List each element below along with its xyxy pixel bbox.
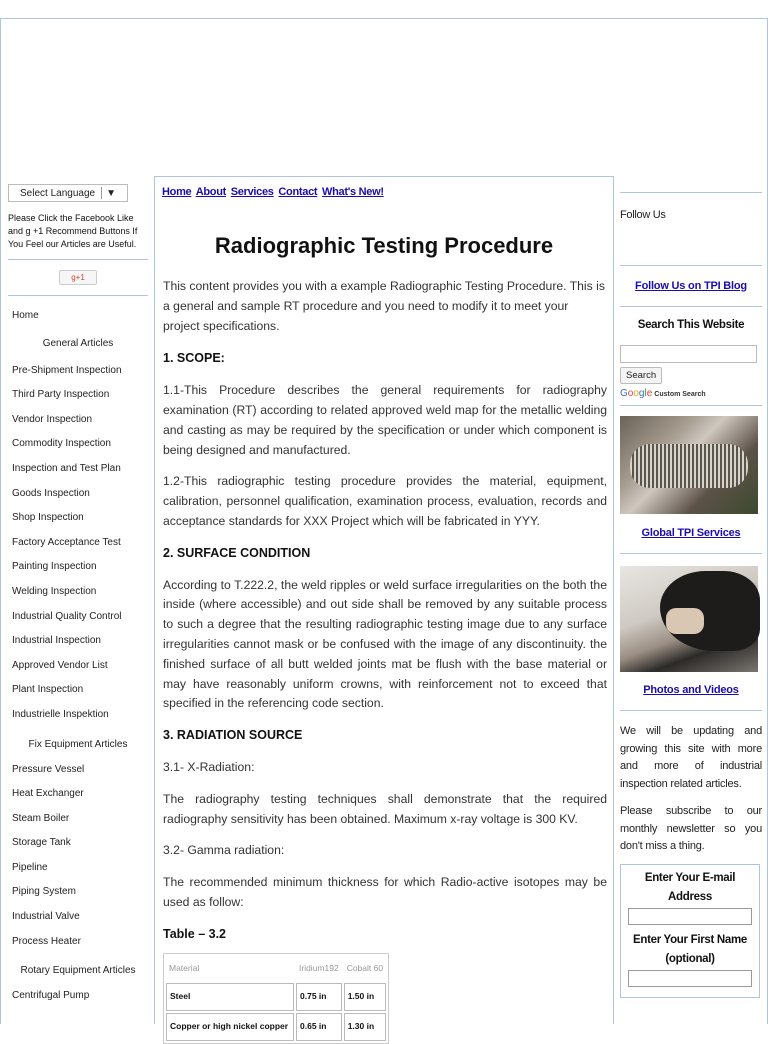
surface-paragraph: According to T.222.2, the weld ripples or weld surface irregularities on the both the inside (where accessible) and out side shall be removed by any suitable process to such a degree that the resulting radiographic testing image due to any surface irregularities cannot mask or be confused with the image of any discontinuity. the finished surface of all butt welded joints mat be flush with the base material or may have reasonably uniform crowns, with reinforcement not to exceed that specified in the referencing code section. xyxy=(163,577,607,711)
nav-item-inspection-test-plan[interactable]: Inspection and Test Plan xyxy=(12,462,121,474)
nav-item-industrielle-inspektion[interactable]: Industrielle Inspektion xyxy=(12,708,109,720)
isotope-table xyxy=(163,953,389,1044)
divider xyxy=(8,259,148,260)
nav-item-shop-inspection[interactable]: Shop Inspection xyxy=(12,512,84,524)
intro-paragraph: This content provides you with a example Radiographic Testing Procedure. This is a general and sample RT procedure and you need to modify it to meet your project specifications. xyxy=(163,279,605,333)
right-sidebar xyxy=(620,192,762,998)
surface-heading: 2. SURFACE CONDITION xyxy=(163,545,311,560)
divider xyxy=(620,306,762,307)
nav-item-piping-system[interactable]: Piping System xyxy=(12,886,76,898)
left-nav xyxy=(8,304,148,1009)
table-header-cell: Cobalt 60 xyxy=(346,962,384,973)
radiation-heading: 3. RADIATION SOURCE xyxy=(163,728,303,743)
nav-heading-general-articles: General Articles xyxy=(42,337,114,349)
nav-item-factory-acceptance-test[interactable]: Factory Acceptance Test xyxy=(12,536,121,548)
page-title: Radiographic Testing Procedure xyxy=(214,233,554,258)
table-cell: 1.30 in xyxy=(344,1013,386,1041)
photos-videos-link[interactable]: Photos and Videos xyxy=(643,684,739,696)
nav-item-steam-boiler[interactable]: Steam Boiler xyxy=(12,812,70,824)
facebook-note: Please Click the Facebook Like and g +1 Recommend Buttons If You Feel our Articles are Useful. xyxy=(8,213,138,249)
top-nav xyxy=(162,186,386,198)
nav-item-painting-inspection[interactable]: Painting Inspection xyxy=(12,561,97,573)
table-header-row xyxy=(166,956,386,982)
turbine-photo[interactable] xyxy=(620,416,758,514)
table-cell: 0.65 in xyxy=(296,1013,342,1041)
language-select-divider xyxy=(101,187,102,199)
email-field[interactable] xyxy=(628,908,752,925)
nav-link-contact[interactable]: Contact xyxy=(278,186,318,198)
nav-item-pre-shipment-inspection[interactable]: Pre-Shipment Inspection xyxy=(12,364,122,376)
table-cell: 1.50 in xyxy=(344,983,386,1011)
first-name-label: Enter Your First Name (optional) xyxy=(632,933,748,965)
nav-item-approved-vendor-list[interactable]: Approved Vendor List xyxy=(12,659,108,671)
divider xyxy=(620,710,762,711)
scope-paragraph-2: 1.2-This radiographic testing procedure provides the material, equipment, calibration, personnel qualification, examination process, evaluation, records and acceptance standards for XXX Project which will be fabricated in YYY. xyxy=(163,474,607,528)
nav-item-centrifugal-pump[interactable]: Centrifugal Pump xyxy=(12,990,90,1002)
scope-heading: 1. SCOPE: xyxy=(163,351,225,366)
search-heading: Search This Website xyxy=(637,319,745,331)
updating-text: We will be updating and growing this site with more and more of industrial inspection related articles. xyxy=(620,725,762,790)
table-cell: Copper or high nickel copper xyxy=(166,1013,294,1041)
language-select[interactable] xyxy=(8,184,128,202)
article-body xyxy=(163,277,607,1044)
table-row xyxy=(166,1013,386,1041)
global-tpi-link[interactable]: Global TPI Services xyxy=(641,527,741,539)
table-header-cell: Iridium192 xyxy=(299,962,339,973)
nav-item-process-heater[interactable]: Process Heater xyxy=(12,935,81,947)
xray-label: 3.1- X-Radiation: xyxy=(163,759,255,774)
nav-item-storage-tank[interactable]: Storage Tank xyxy=(12,837,71,849)
nav-item-plant-inspection[interactable]: Plant Inspection xyxy=(12,684,84,696)
table-cell: 0.75 in xyxy=(296,983,342,1011)
nav-item-third-party-inspection[interactable]: Third Party Inspection xyxy=(12,389,110,401)
nav-item-industrial-quality-control[interactable]: Industrial Quality Control xyxy=(12,610,122,622)
nav-item-commodity-inspection[interactable]: Commodity Inspection xyxy=(12,438,111,450)
nav-item-vendor-inspection[interactable]: Vendor Inspection xyxy=(12,413,93,425)
nav-item-pipeline[interactable]: Pipeline xyxy=(12,861,48,873)
nav-link-about[interactable]: About xyxy=(195,186,226,198)
divider xyxy=(620,192,762,193)
google-logo: Google Custom Search xyxy=(620,388,706,399)
search-input[interactable] xyxy=(620,345,757,363)
nav-item-home[interactable]: Home xyxy=(12,310,39,321)
gamma-label: 3.2- Gamma radiation: xyxy=(163,843,285,858)
table-row xyxy=(166,983,386,1011)
nav-item-industrial-valve[interactable]: Industrial Valve xyxy=(12,911,80,923)
nav-link-services[interactable]: Services xyxy=(230,186,274,198)
divider xyxy=(8,295,148,296)
divider xyxy=(620,553,762,554)
table-heading: Table – 3.2 xyxy=(163,926,226,941)
divider xyxy=(620,265,762,266)
gplus-button[interactable]: g+1 xyxy=(59,270,97,285)
first-name-field[interactable] xyxy=(628,970,752,987)
table-cell: Steel xyxy=(166,983,294,1011)
nav-item-heat-exchanger[interactable]: Heat Exchanger xyxy=(12,788,84,800)
newsletter-form xyxy=(620,864,760,998)
divider xyxy=(620,405,762,406)
language-select-label: Select Language xyxy=(20,187,96,199)
main-content xyxy=(154,176,614,1032)
xray-paragraph: The radiography testing techniques shall demonstrate that the required radiography sensitivity has been obtained. Maximum x-ray voltage is 300 KV. xyxy=(163,791,607,826)
nav-item-industrial-inspection[interactable]: Industrial Inspection xyxy=(12,635,101,647)
gamma-paragraph: The recommended minimum thickness for which Radio-active isotopes may be used as follow: xyxy=(163,875,607,909)
table-header-cell: Material xyxy=(169,962,200,973)
nav-heading-fix-equipment: Fix Equipment Articles xyxy=(28,738,128,750)
blog-link[interactable]: Follow Us on TPI Blog xyxy=(635,280,747,292)
nav-item-goods-inspection[interactable]: Goods Inspection xyxy=(12,487,90,499)
chevron-down-icon: ▼ xyxy=(106,187,116,199)
nav-link-whats-new[interactable]: What's New! xyxy=(322,186,384,198)
subscribe-text: Please subscribe to our monthly newsletter so you don't miss a thing. xyxy=(620,805,762,852)
nav-item-pressure-vessel[interactable]: Pressure Vessel xyxy=(12,763,85,775)
left-sidebar xyxy=(8,184,148,1009)
nav-item-welding-inspection[interactable]: Welding Inspection xyxy=(12,585,97,597)
nav-heading-rotary-equipment: Rotary Equipment Articles xyxy=(20,965,136,977)
email-label: Enter Your E-mail Address xyxy=(644,871,736,903)
inspection-photo[interactable] xyxy=(620,566,758,672)
scope-paragraph-1: 1.1-This Procedure describes the general requirements for radiography examination (RT) according to related approved weld map for the metallic welding and casting as may be required by the specification or under which component is being designed and manufactured. xyxy=(163,383,607,457)
nav-link-home[interactable]: Home xyxy=(162,186,192,198)
follow-us-label: Follow Us xyxy=(620,209,666,221)
search-button[interactable]: Search xyxy=(620,367,662,384)
custom-search-label: Custom Search xyxy=(654,391,706,398)
